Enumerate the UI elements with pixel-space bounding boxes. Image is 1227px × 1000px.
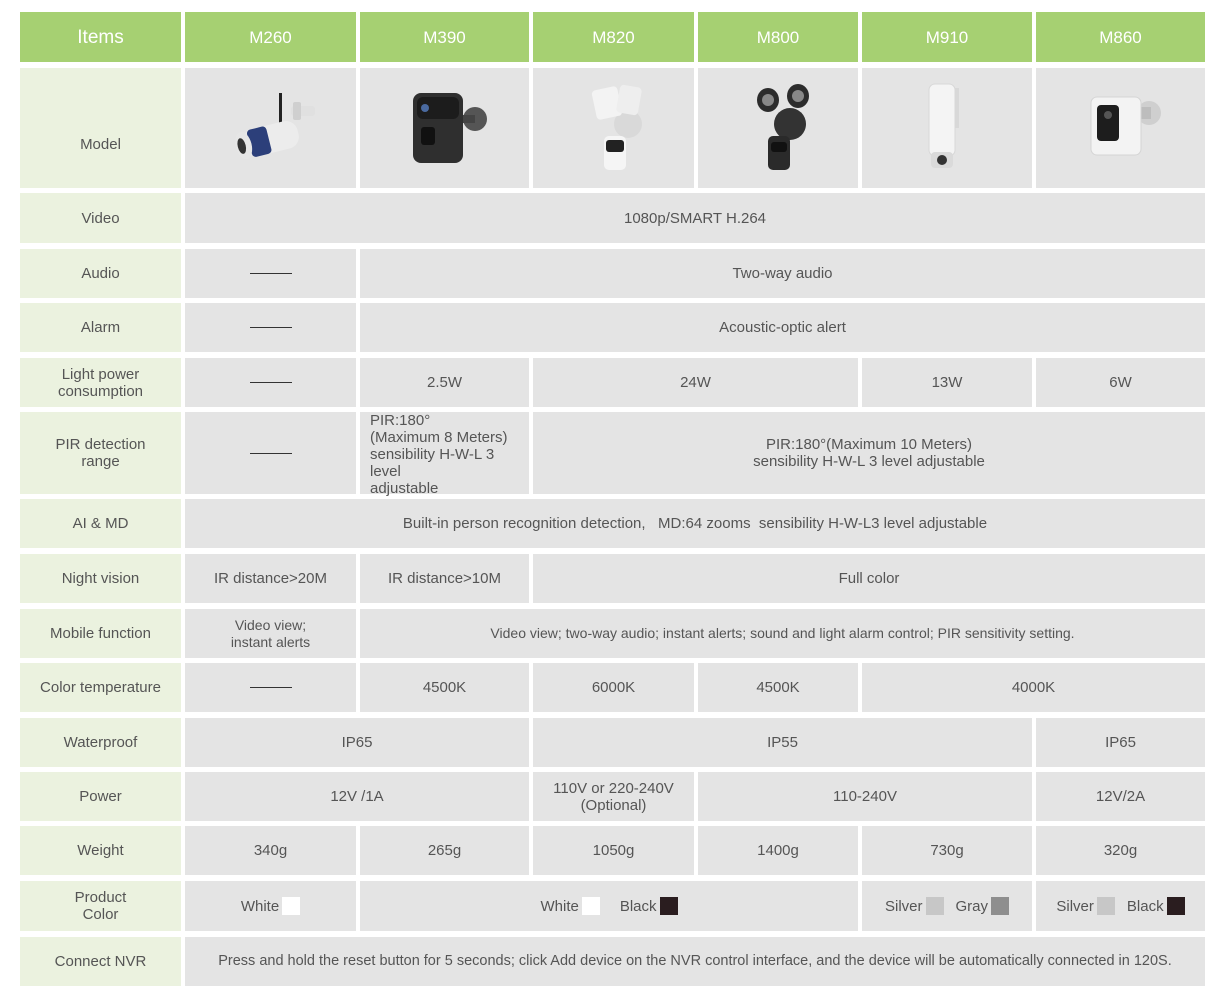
- color-temp-m260: [185, 663, 356, 712]
- camera-m860-image: [1071, 83, 1171, 173]
- silver-swatch: [1097, 897, 1115, 915]
- header-m860: M860: [1036, 12, 1205, 62]
- header-m390: M390: [360, 12, 529, 62]
- color-option: [241, 897, 300, 915]
- power-m800-m910: 110-240V: [698, 772, 1032, 821]
- label-line-1: Light power: [61, 365, 140, 383]
- color-option: [1056, 897, 1115, 915]
- color-mid: [360, 881, 858, 931]
- pir-line-4: adjustable: [370, 480, 439, 497]
- dash: [250, 382, 292, 383]
- color-name: Black: [619, 897, 657, 915]
- label-color-temperature: Color temperature: [20, 663, 181, 712]
- label-model: Model: [20, 68, 181, 188]
- color-option: [540, 897, 599, 915]
- header-items: Items: [20, 12, 181, 62]
- camera-m800-image: [728, 78, 828, 178]
- mobile-line-1: Video view;: [234, 616, 307, 633]
- audio-m260: [185, 249, 356, 298]
- night-m260: IR distance>20M: [185, 554, 356, 603]
- label-ai-md: AI & MD: [20, 499, 181, 548]
- weight-m860: 320g: [1036, 826, 1205, 875]
- label-line-2: Color: [82, 906, 119, 923]
- header-m800: M800: [698, 12, 858, 62]
- waterproof-m820-m910: IP55: [533, 718, 1032, 767]
- dash: [250, 453, 292, 454]
- weight-m820: 1050g: [533, 826, 694, 875]
- dash: [250, 687, 292, 688]
- light-power-m390: 2.5W: [360, 358, 529, 407]
- label-waterproof: Waterproof: [20, 718, 181, 767]
- label-video: Video: [20, 193, 181, 243]
- weight-m910: 730g: [862, 826, 1032, 875]
- camera-m390-image: [395, 83, 495, 173]
- weight-m800: 1400g: [698, 826, 858, 875]
- pir-m390: [360, 412, 529, 497]
- dash: [250, 327, 292, 328]
- pir-line-3: sensibility H-W-L 3 level: [370, 446, 495, 480]
- power-line-1: 110V or 220-240V: [553, 779, 674, 797]
- color-m260: [185, 881, 356, 931]
- image-m260: [185, 68, 356, 188]
- silver-swatch: [926, 897, 944, 915]
- pir-rest: [533, 412, 1205, 494]
- black-swatch: [1167, 897, 1185, 915]
- color-name: White: [540, 897, 579, 915]
- dash: [250, 273, 292, 274]
- light-power-m910: 13W: [862, 358, 1032, 407]
- label-pir: [20, 412, 181, 494]
- color-temp-m820: 6000K: [533, 663, 694, 712]
- waterproof-m860: IP65: [1036, 718, 1205, 767]
- camera-m820-image: [564, 78, 664, 178]
- image-m820: [533, 68, 694, 188]
- color-name: White: [240, 897, 280, 915]
- power-line-2: (Optional): [580, 796, 647, 814]
- color-name: Silver: [884, 897, 923, 915]
- night-m390: IR distance>10M: [360, 554, 529, 603]
- color-m910: [862, 881, 1032, 931]
- mobile-line-2: instant alerts: [230, 633, 311, 650]
- power-m860: 12V/2A: [1036, 772, 1205, 821]
- black-swatch: [660, 897, 678, 915]
- pir-line-2: (Maximum 8 Meters): [370, 429, 508, 446]
- header-m260: M260: [185, 12, 356, 62]
- power-m260-m390: 12V /1A: [185, 772, 529, 821]
- mobile-m260: [185, 609, 356, 658]
- label-line-1: PIR detection: [55, 436, 146, 453]
- weight-m260: 340g: [185, 826, 356, 875]
- header-m820: M820: [533, 12, 694, 62]
- power-m820: [533, 772, 694, 821]
- light-power-m820-m800: 24W: [533, 358, 858, 407]
- white-swatch: [582, 897, 600, 915]
- pir-rest-line-1: PIR:180°(Maximum 10 Meters): [765, 436, 973, 453]
- night-rest: Full color: [533, 554, 1205, 603]
- camera-m910-image: [907, 78, 987, 178]
- color-name: Silver: [1056, 897, 1094, 915]
- camera-m260-image: [221, 88, 321, 168]
- white-swatch: [282, 897, 300, 915]
- weight-m390: 265g: [360, 826, 529, 875]
- image-m860: [1036, 68, 1205, 188]
- label-mobile-function: Mobile function: [20, 609, 181, 658]
- color-name: Gray: [955, 897, 989, 915]
- label-light-power: [20, 358, 181, 407]
- video-value: 1080p/SMART H.264: [185, 193, 1205, 243]
- alarm-value: Acoustic-optic alert: [360, 303, 1205, 352]
- light-power-m260: [185, 358, 356, 407]
- color-option: [885, 897, 944, 915]
- alarm-m260: [185, 303, 356, 352]
- pir-line-1: PIR:180°: [370, 412, 431, 429]
- ai-md-value: Built-in person recognition detection, MD:64 zooms sensibility H-W-L3 level adjustable: [185, 499, 1205, 548]
- waterproof-m260-m390: IP65: [185, 718, 529, 767]
- gray-swatch: [991, 897, 1009, 915]
- color-name: Black: [1126, 897, 1164, 915]
- label-line-2: consumption: [57, 382, 144, 400]
- audio-value: Two-way audio: [360, 249, 1205, 298]
- label-product-color: [20, 881, 181, 931]
- light-power-m860: 6W: [1036, 358, 1205, 407]
- header-m910: M910: [862, 12, 1032, 62]
- color-temp-m910-m860: 4000K: [862, 663, 1205, 712]
- color-temp-m800: 4500K: [698, 663, 858, 712]
- image-m910: [862, 68, 1032, 188]
- image-m390: [360, 68, 529, 188]
- label-power: Power: [20, 772, 181, 821]
- label-alarm: Alarm: [20, 303, 181, 352]
- color-option: [956, 897, 1010, 915]
- pir-rest-line-2: sensibility H-W-L 3 level adjustable: [753, 453, 985, 470]
- connect-nvr-value: Press and hold the reset button for 5 seconds; click Add device on the NVR control interface, and the device will be automatically connected in 120S.: [185, 937, 1205, 986]
- color-option: [1127, 897, 1185, 915]
- color-m860: [1036, 881, 1205, 931]
- mobile-rest: Video view; two-way audio; instant alerts; sound and light alarm control; PIR sensitivity setting.: [360, 609, 1205, 658]
- label-line-1: Product: [74, 889, 127, 906]
- label-connect-nvr: Connect NVR: [20, 937, 181, 986]
- color-temp-m390: 4500K: [360, 663, 529, 712]
- label-audio: Audio: [20, 249, 181, 298]
- image-m800: [698, 68, 858, 188]
- label-night-vision: Night vision: [20, 554, 181, 603]
- label-line-2: range: [81, 453, 120, 470]
- pir-m260: [185, 412, 356, 494]
- color-option: [620, 897, 678, 915]
- label-weight: Weight: [20, 826, 181, 875]
